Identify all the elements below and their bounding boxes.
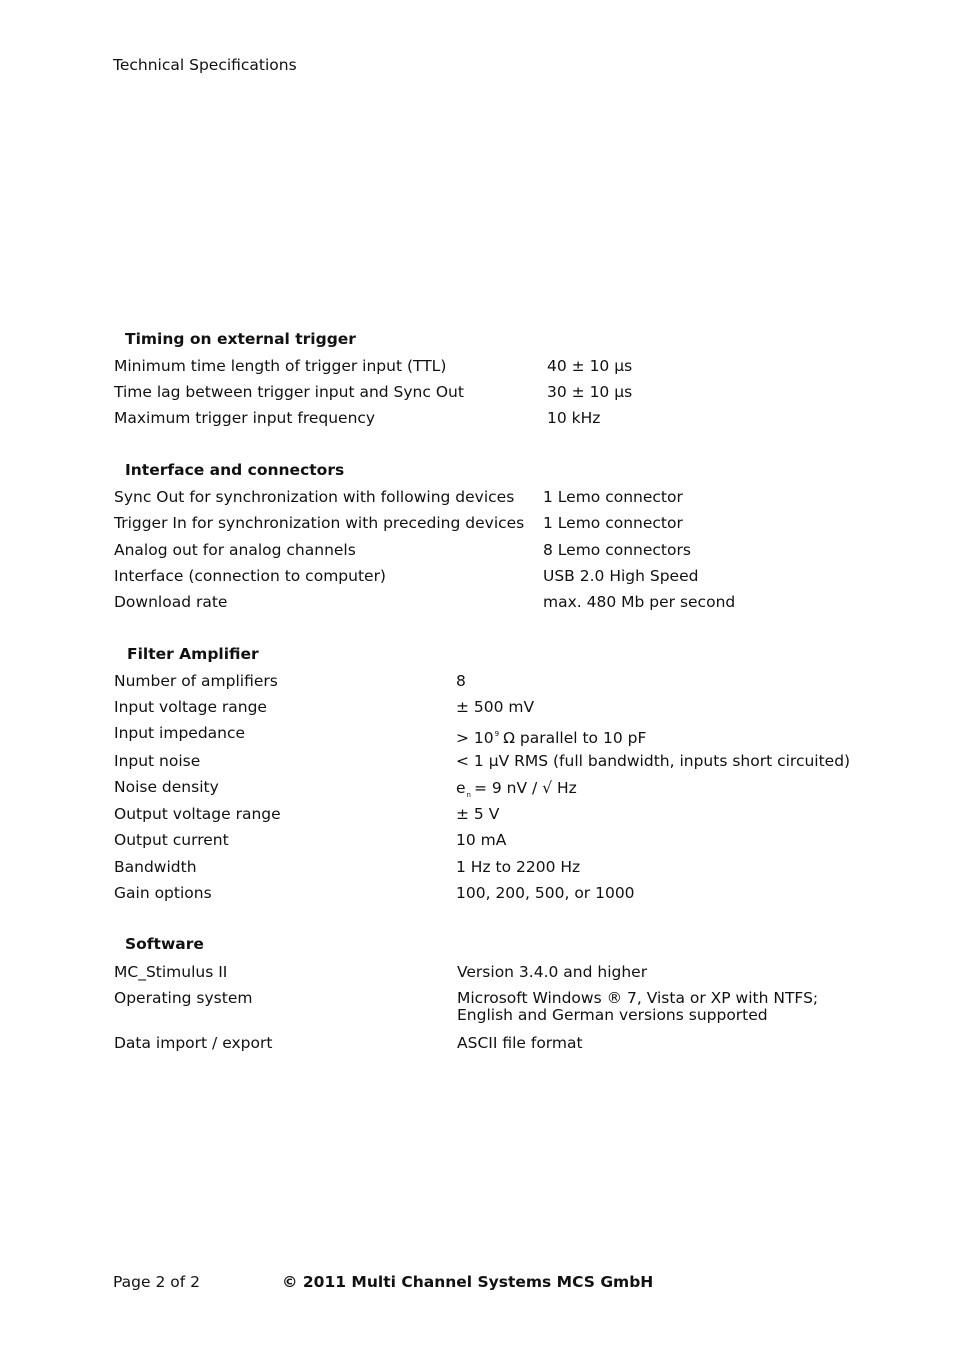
spec-label: Input noise xyxy=(114,752,201,770)
spec-label: Gain options xyxy=(114,884,212,902)
spec-label: Data import / export xyxy=(114,1034,273,1052)
spec-label: Number of amplifiers xyxy=(114,672,278,690)
spec-label: MC_Stimulus II xyxy=(114,963,228,981)
spec-value: ± 5 V xyxy=(456,805,500,823)
value-text: Ω parallel to 10 pF xyxy=(503,729,647,747)
section-title: Software xyxy=(125,935,204,953)
spec-value: 100, 200, 500, or 1000 xyxy=(456,884,635,902)
footer-page-number: Page 2 of 2 xyxy=(113,1273,200,1291)
spec-value-operating-system xyxy=(457,988,818,1025)
spec-label: Maximum trigger input frequency xyxy=(114,409,376,427)
spec-value-input-impedance xyxy=(456,724,646,748)
value-text: > 10 xyxy=(456,729,494,747)
subscript-index: n xyxy=(466,791,471,799)
spec-label: Trigger In for synchronization with preceding devices xyxy=(114,514,525,532)
spec-value: max. 480 Mb per second xyxy=(543,593,736,611)
document-header-title: Technical Specifications xyxy=(113,56,297,74)
spec-value: ± 500 mV xyxy=(456,698,535,716)
spec-label: Analog out for analog channels xyxy=(114,541,356,559)
value-line: Microsoft Windows ® 7, Vista or XP with NTFS; xyxy=(457,989,819,1007)
spec-value: 10 kHz xyxy=(547,409,601,427)
value-text: = 9 nV / √ Hz xyxy=(473,779,577,797)
spec-value: 1 Lemo connector xyxy=(543,514,683,532)
spec-label: Input voltage range xyxy=(114,698,267,716)
spec-value: 8 xyxy=(456,672,466,690)
spec-value: ASCII file format xyxy=(457,1034,583,1052)
spec-label: Output voltage range xyxy=(114,805,281,823)
superscript-exponent: 9 xyxy=(494,730,500,738)
spec-value-noise-density xyxy=(456,778,577,805)
spec-label: Download rate xyxy=(114,593,228,611)
spec-value: 40 ± 10 µs xyxy=(547,357,633,375)
section-title: Filter Amplifier xyxy=(127,645,259,663)
spec-value: 10 mA xyxy=(456,831,507,849)
spec-value: < 1 µV RMS (full bandwidth, inputs short circuited) xyxy=(456,752,851,770)
value-text: e xyxy=(456,779,466,797)
spec-label: Noise density xyxy=(114,778,219,796)
value-line: English and German versions supported xyxy=(457,1006,768,1024)
spec-label: Bandwidth xyxy=(114,858,197,876)
section-title: Interface and connectors xyxy=(125,461,345,479)
spec-label: Minimum time length of trigger input (TTL) xyxy=(114,357,447,375)
spec-label: Sync Out for synchronization with following devices xyxy=(114,488,515,506)
spec-label: Input impedance xyxy=(114,724,246,742)
spec-value: 8 Lemo connectors xyxy=(543,541,691,559)
spec-label: Time lag between trigger input and Sync Out xyxy=(114,383,464,401)
section-title: Timing on external trigger xyxy=(125,330,356,348)
footer-copyright: © 2011 Multi Channel Systems MCS GmbH xyxy=(282,1273,654,1291)
spec-value: 1 Hz to 2200 Hz xyxy=(456,858,581,876)
spec-value: 1 Lemo connector xyxy=(543,488,683,506)
spec-label: Output current xyxy=(114,831,229,849)
spec-value: USB 2.0 High Speed xyxy=(543,567,699,585)
spec-value: 30 ± 10 µs xyxy=(547,383,633,401)
spec-label: Interface (connection to computer) xyxy=(114,567,386,585)
spec-label: Operating system xyxy=(114,989,253,1007)
spec-value: Version 3.4.0 and higher xyxy=(457,963,648,981)
